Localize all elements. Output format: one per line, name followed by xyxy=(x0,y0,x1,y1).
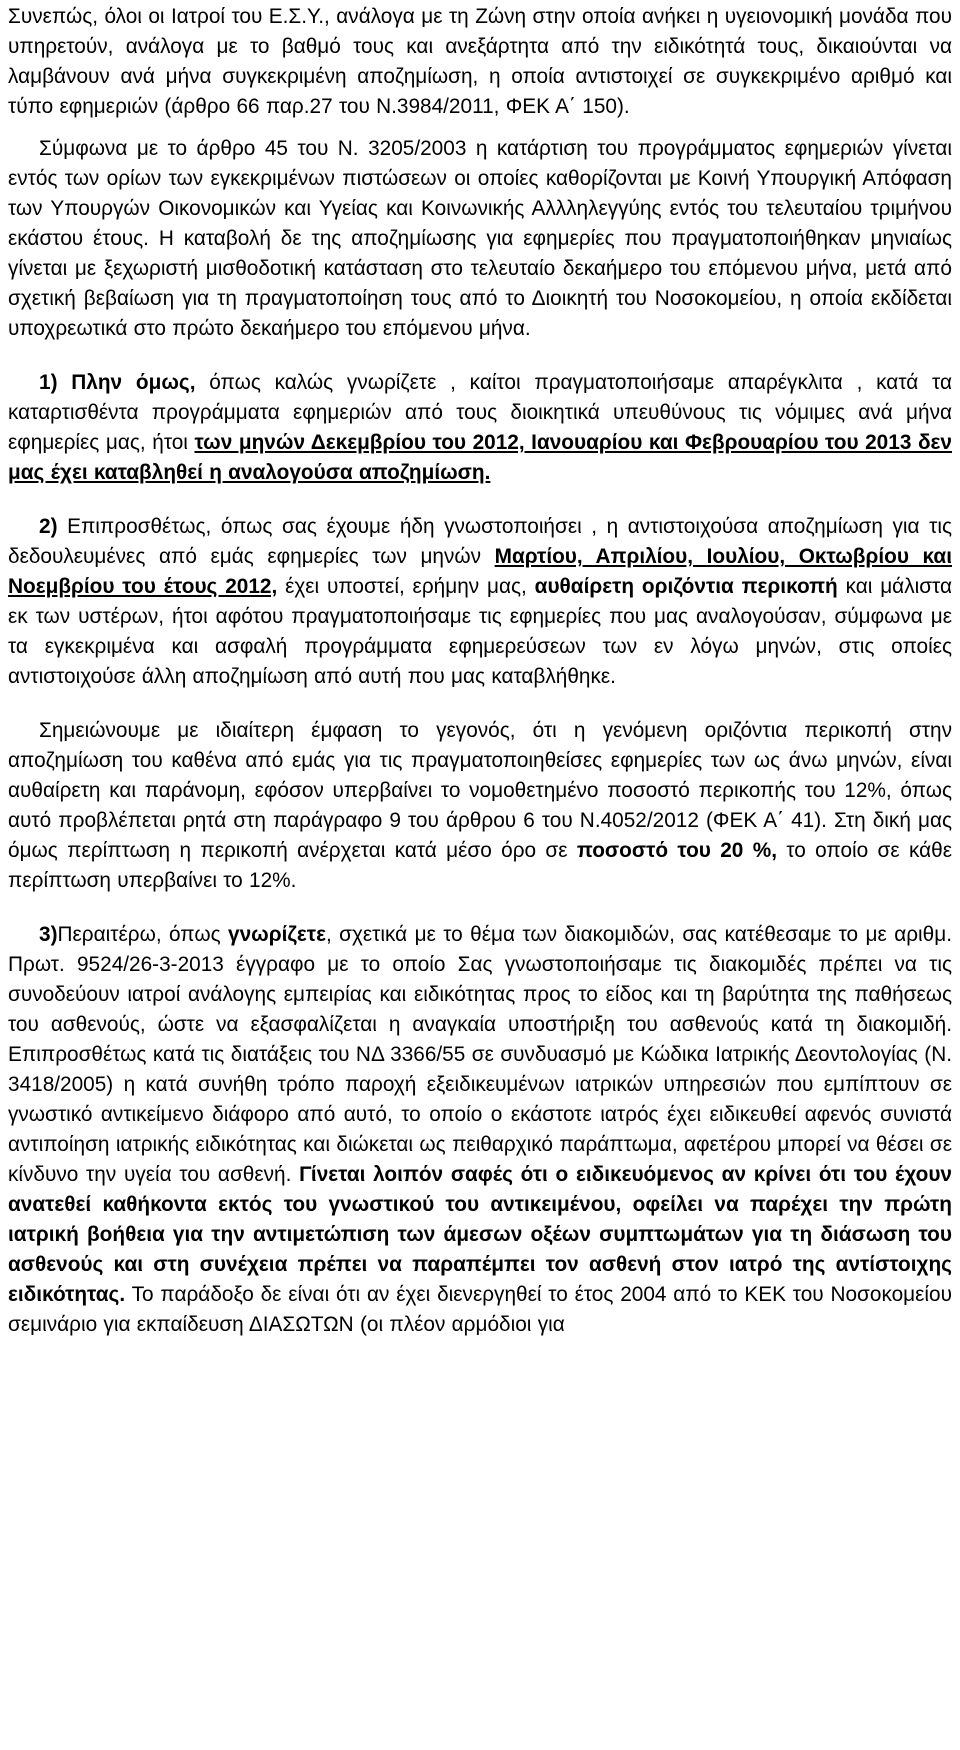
paragraph-text: Επιπροσθέτως, όπως σας έχουμε ήδη γνωστοποιήσει , η αντιστοιχούσα αποζημίωση για τις δεδουλευμένες από εμάς εφημερίες των μηνών xyxy=(8,515,952,568)
paragraph-text: , σχετικά με το θέμα των διακομιδών, σας κατέθεσαμε το με αριθμ. Πρωτ. 9524/26-3-2013 έγγραφο με το οποίο Σας γνωστοποιήσαμε τις διακομιδές πρέπει να τις συνοδεύουν ιατροί ανάλογης εμπειρίας και ειδικότητας προς το είδος και τη βαρύτητα της παθήσεως του ασθενούς, ώστε να εξασφαλίζεται η αναγκαία υποστήριξη του ασθενούς κατά τη διακομιδή. Επιπροσθέτως κατά τις διατάξεις του ΝΔ 3366/55 σε συνδυασμό με Κώδικα Ιατρικής Δεοντολογίας (Ν. 3418/2005) η κατά συνήθη τρόπο παροχή εξειδικευμένων ιατρικών υπηρεσιών που εμπίπτουν σε γνωστικό αντικείμενο διάφορο από αυτό, το οποίο ο εκάστοτε ιατρός έχει ειδικευθεί αφενός συνιστά αντιποίηση ιατρικής ειδικότητας και διώκεται ως πειθαρχικό παράπτωμα, αφετέρου μπορεί να θέσει σε κίνδυνο την υγεία του ασθενή. xyxy=(8,923,952,1186)
point-number: 1) Πλην όμως, xyxy=(39,371,196,394)
point-number: 2) xyxy=(39,515,58,538)
emphasis-unpaid-months: των μηνών Δεκεμβρίου του 2012, Ιανουαρίου και Φεβρουαρίου του 2013 δεν μας έχει καταβληθεί η αναλογούσα αποζημίωση. xyxy=(8,431,952,484)
paragraph-text: Περαιτέρω, όπως xyxy=(57,923,229,946)
paragraph-article-45 xyxy=(8,134,952,344)
emphasis-months-2012: Μαρτίου, Απριλίου, Ιουλίου, Οκτωβρίου και Νοεμβρίου του έτους 2012, xyxy=(8,545,952,598)
emphasis-arbitrary-cut: αυθαίρετη οριζόντια περικοπή xyxy=(534,575,838,598)
paragraph-cut-percentage xyxy=(8,716,952,896)
paragraph-text: Σημειώνουμε με ιδιαίτερη έμφαση το γεγονός, ότι η γενόμενη οριζόντια περικοπή στην αποζημίωση του καθένα από εμάς για τις πραγματοποιηθείσες εφημερίες των ως άνω μηνών, είναι αυθαίρετη και παράνομη, εφόσον υπερβαίνει το νομοθετημένο ποσοστό περικοπής του 12%, όπως αυτό προβλέπεται ρητά στη παράγραφο 9 του άρθρου 6 του Ν.4052/2012 (ΦΕΚ Α΄ 41). Στη δική μας όμως περίπτωση η περικοπή ανέρχεται κατά μέσο όρο σε xyxy=(8,719,952,862)
point-number: 3) xyxy=(39,923,58,946)
paragraph-text: όπως καλώς γνωρίζετε , καίτοι πραγματοποιήσαμε απαρέγκλιτα , κατά τα καταρτισθέντα προγράμματα εφημεριών από τους διοικητικά υπευθύνους τις νόμιμες ανά μήνα εφημερίες μας, ήτοι xyxy=(8,371,952,454)
emphasis-know: γνωρίζετε xyxy=(228,923,326,946)
paragraph-point-2 xyxy=(8,512,952,692)
paragraph-zones-compensation xyxy=(8,2,952,122)
paragraph-text: Συνεπώς, όλοι οι Ιατροί του Ε.Σ.Υ., ανάλογα με τη Ζώνη στην οποία ανήκει η υγειονομική μονάδα που υπηρετούν, ανάλογα με το βαθμό τους και ανεξάρτητα από την ειδικότητά τους, δικαιούνται να λαμβάνουν ανά μήνα συγκεκριμένη αποζημίωση, η οποία αντιστοιχεί σε συγκεκριμένο αριθμό και τύπο εφημεριών (άρθρο 66 παρ.27 του Ν.3984/2011, ΦΕΚ Α΄ 150). xyxy=(8,5,952,118)
paragraph-text: Σύμφωνα με το άρθρο 45 του Ν. 3205/2003 η κατάρτιση του προγράμματος εφημεριών γίνεται εντός των ορίων των εγκεκριμένων πιστώσεων οι οποίες καθορίζονται με Κοινή Υπουργική Απόφαση των Υπουργών Οικονομικών και Υγείας και Κοινωνικής Αλλληλεγγύης εντός του τελευταίου τριμήνου εκάστου έτους. Η καταβολή δε της αποζημίωσης για εφημερίες που πραγματοποιήθηκαν μηνιαίως γίνεται με ξεχωριστή μισθοδοτική κατάσταση στο τελευταίο δεκαήμερο του επόμενου μήνα, μετά από σχετική βεβαίωση για τη πραγματοποίηση τους από το Διοικητή του Νοσοκομείου, η οποία εκδίδεται υποχρεωτικά στο πρώτο δεκαήμερο του επόμενου μήνα. xyxy=(8,137,952,340)
paragraph-point-3 xyxy=(8,920,952,1340)
emphasis-percentage: ποσοστό του 20 %, xyxy=(576,839,777,862)
paragraph-text: το οποίο σε κάθε περίπτωση υπερβαίνει το 12%. xyxy=(8,839,952,892)
emphasis-resident-duty: Γίνεται λοιπόν σαφές ότι ο ειδικευόμενος αν κρίνει ότι του έχουν ανατεθεί καθήκοντα εκτός του γνωστικού του αντικειμένου, οφείλει να παρέχει την πρώτη ιατρική βοήθεια για την αντιμετώπιση των άμεσων οξέων συμπτωμάτων για τη διάσωση του ασθενούς και στη συνέχεια πρέπει να παραπέμπει τον ασθενή στον ιατρό της αντίστοιχης ειδικότητας. xyxy=(8,1163,953,1306)
paragraph-text: έχει υποστεί, ερήμην μας, xyxy=(277,575,535,598)
paragraph-point-1 xyxy=(8,368,952,488)
paragraph-text: και μάλιστα εκ των υστέρων, ήτοι αφότου πραγματοποιήσαμε τις εφημερίες που μας αναλογούσαν, σύμφωνα με τα εγκεκριμένα και ασφαλή προγράμματα εφημερεύσεων των εν λόγω μηνών, στις οποίες αντιστοιχούσε άλλη αποζημίωση από αυτή που μας καταβλήθηκε. xyxy=(8,575,953,688)
paragraph-text: Το παράδοξο δε είναι ότι αν έχει διενεργηθεί το έτος 2004 από το ΚΕΚ του Νοσοκομείου σεμινάριο για εκπαίδευση ΔΙΑΣΩΤΩΝ (οι πλέον αρμόδιοι για xyxy=(8,1283,952,1336)
